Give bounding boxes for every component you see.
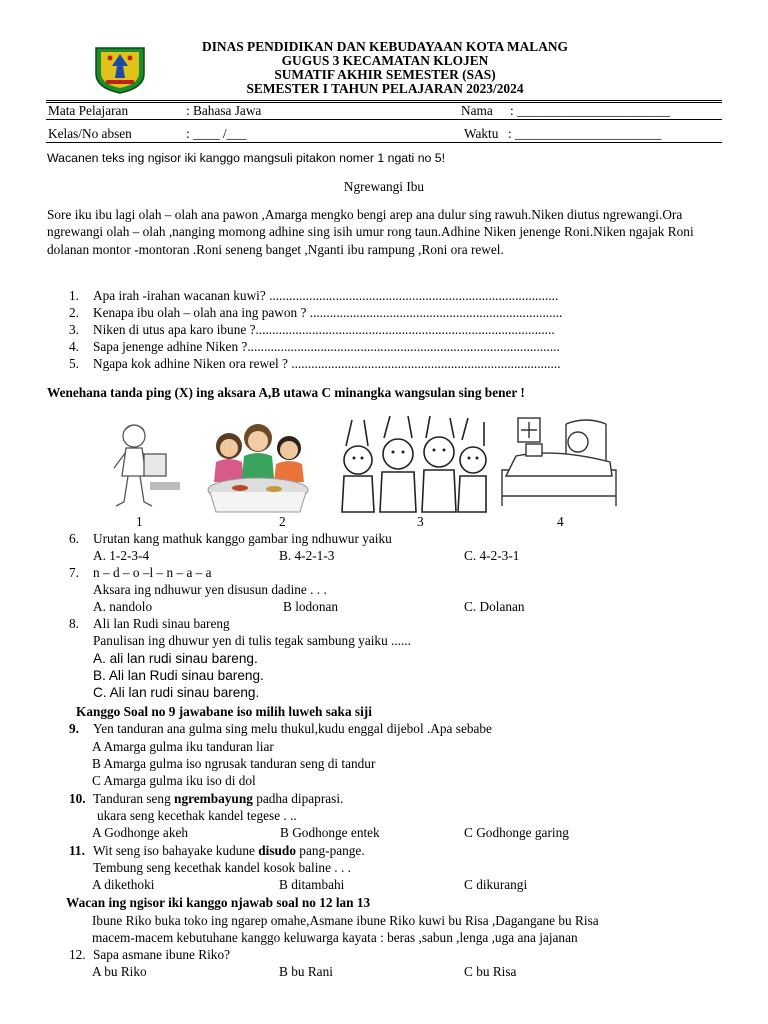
instruction-multiple-choice: Wenehana tanda ping (X) ing aksara A,B utawa C minangka wangsulan sing bener ! bbox=[47, 385, 525, 400]
name-field[interactable]: : _______________________ bbox=[510, 103, 670, 118]
q11-number: 11. bbox=[69, 843, 85, 858]
story-text: Sore iku ibu lagi olah – olah ana pawon ,Amarga mengko bengi arep ana dulur sing rawuh.Niken diutus ngrewangi.Ora ngrewangi olah – olah ,nanging momong adhine sing isih umur rong taun.Adhine Niken jenenge Roni.Niken ngajak Roni dolanan montor -montoran .Roni seneng banget ,Nganti ibu rampung ,Roni ora rewel. bbox=[47, 207, 694, 257]
q11-text-post: pang-pange. bbox=[295, 843, 365, 858]
sick-in-bed-icon bbox=[496, 414, 622, 506]
picture-number-1: 1 bbox=[136, 514, 143, 529]
q11-text bbox=[93, 843, 365, 859]
header-line-1: DINAS PENDIDIKAN DAN KEBUDAYAAN KOTA MALANG bbox=[202, 39, 568, 54]
header-divider-top bbox=[46, 100, 722, 101]
family-eating-icon bbox=[204, 416, 312, 514]
q10-option-a[interactable]: A Godhonge akeh bbox=[92, 825, 189, 840]
q8-text: Ali lan Rudi sinau bareng bbox=[93, 616, 230, 631]
story-title: Ngrewangi Ibu bbox=[343, 179, 425, 194]
essay-q5-text: Ngapa kok adhine Niken ora rewel ? ................................................................................. bbox=[93, 356, 561, 371]
q11-option-a[interactable]: A dikethoki bbox=[92, 877, 155, 892]
q12-option-a[interactable]: A bu Riko bbox=[92, 964, 147, 979]
header-line-3: SUMATIF AKHIR SEMESTER (SAS) bbox=[274, 67, 496, 82]
q8-option-b[interactable]: B. Ali lan Rudi sinau bareng. bbox=[93, 668, 264, 683]
q7-number: 7. bbox=[69, 565, 79, 580]
q12-option-c[interactable]: C bu Risa bbox=[464, 964, 517, 979]
subject-label: Mata Pelajaran bbox=[48, 103, 129, 118]
q6-option-b[interactable]: B. 4-2-1-3 bbox=[279, 548, 335, 563]
q10-option-b[interactable]: B Godhonge entek bbox=[280, 825, 380, 840]
q9-option-b[interactable]: B Amarga gulma iso ngrusak tanduran seng di tandur bbox=[92, 756, 376, 771]
malang-city-seal-logo bbox=[92, 44, 148, 94]
q8-number: 8. bbox=[69, 616, 79, 631]
q10-text-post: padha dipaprasi. bbox=[252, 791, 344, 806]
class-label: Kelas/No absen bbox=[48, 126, 132, 141]
essay-q4-number: 4. bbox=[69, 339, 79, 354]
q9-option-c[interactable]: C Amarga gulma iku iso di dol bbox=[92, 773, 256, 788]
essay-q1-text: Apa irah -irahan wacanan kuwi? ....................................................................................... bbox=[93, 288, 559, 303]
picture-number-3: 3 bbox=[417, 514, 424, 529]
essay-q5-number: 5. bbox=[69, 356, 79, 371]
q10-bold-word: ngrembayung bbox=[174, 791, 253, 806]
q7-option-b[interactable]: B lodonan bbox=[283, 599, 339, 614]
q11-text-pre: Wit seng iso bahayake kudune bbox=[93, 843, 259, 858]
header-line-2: GUGUS 3 KECAMATAN KLOJEN bbox=[281, 53, 489, 68]
name-label: Nama bbox=[461, 103, 493, 118]
essay-q3-number: 3. bbox=[69, 322, 79, 337]
class-field[interactable]: : ____ /___ bbox=[186, 126, 247, 141]
header-line-4: SEMESTER I TAHUN PELAJARAN 2023/2024 bbox=[246, 81, 524, 96]
essay-q3-text: Niken di utus apa karo ibune ?.......................................................................................... bbox=[93, 322, 555, 337]
girl-picture-icon bbox=[94, 418, 184, 512]
q9-number: 9. bbox=[69, 721, 79, 736]
time-label: Waktu bbox=[464, 126, 499, 141]
subject-value: : Bahasa Jawa bbox=[186, 103, 262, 118]
instruction-q12-13: Wacan ing ngisor iki kanggo njawab soal no 12 lan 13 bbox=[66, 895, 371, 910]
q7-option-a[interactable]: A. nandolo bbox=[93, 599, 153, 614]
instruction-reading-1: Wacanen teks ing ngisor iki kanggo mangsuli pitakon nomer 1 ngati no 5! bbox=[47, 151, 446, 165]
essay-q4-text: Sapa jenenge adhine Niken ?.............................................................................................. bbox=[93, 339, 560, 354]
info-divider bbox=[46, 119, 722, 120]
q7-text: n – d – o –l – n – a – a bbox=[93, 565, 212, 580]
q12-option-b[interactable]: B bu Rani bbox=[279, 964, 333, 979]
q8-option-a[interactable]: A. ali lan rudi sinau bareng. bbox=[93, 651, 258, 666]
essay-q2-number: 2. bbox=[69, 305, 79, 320]
q9-option-a[interactable]: A Amarga gulma iku tanduran liar bbox=[92, 739, 274, 754]
q12-number: 12. bbox=[69, 947, 86, 962]
q6-number: 6. bbox=[69, 531, 79, 546]
instruction-q9: Kanggo Soal no 9 jawabane iso milih luweh saka siji bbox=[76, 704, 372, 719]
q10-number: 10. bbox=[69, 791, 86, 806]
q7-text-2: Aksara ing ndhuwur yen disusun dadine . . . bbox=[93, 582, 327, 597]
q6-option-a[interactable]: A. 1-2-3-4 bbox=[93, 548, 150, 563]
children-cheering-icon bbox=[338, 416, 488, 514]
picture-number-2: 2 bbox=[279, 514, 286, 529]
picture-number-4: 4 bbox=[557, 514, 564, 529]
q10-option-c[interactable]: C Godhonge garing bbox=[464, 825, 569, 840]
q11-bold-word: disudo bbox=[258, 843, 296, 858]
q6-text: Urutan kang mathuk kanggo gambar ing ndhuwur yaiku bbox=[93, 531, 392, 546]
reading-2-line-1: Ibune Riko buka toko ing ngarep omahe,Asmane ibune Riko kuwi bu Risa ,Dagangane bu Risa bbox=[92, 913, 599, 928]
q8-option-c[interactable]: C. Ali lan rudi sinau bareng. bbox=[93, 685, 260, 700]
q11-option-b[interactable]: B ditambahi bbox=[279, 877, 345, 892]
reading-2-line-2: macem-macem kebutuhane kanggo keluwarga kayata : beras ,sabun ,lenga ,uga ana jajanan bbox=[92, 930, 578, 945]
q6-option-c[interactable]: C. 4-2-3-1 bbox=[464, 548, 520, 563]
time-field[interactable]: : ______________________ bbox=[508, 126, 662, 141]
q11-text-2: Tembung seng kecethak kandel kosok baline . . . bbox=[93, 860, 351, 875]
q12-text: Sapa asmane ibune Riko? bbox=[93, 947, 230, 962]
q10-text-pre: Tanduran seng bbox=[93, 791, 175, 806]
essay-q1-number: 1. bbox=[69, 288, 79, 303]
q9-text: Yen tanduran ana gulma sing melu thukul,kudu enggal dijebol .Apa sebabe bbox=[93, 721, 492, 736]
info-divider-2 bbox=[46, 142, 722, 143]
q8-text-2: Panulisan ing dhuwur yen di tulis tegak sambung yaiku ...... bbox=[93, 633, 411, 648]
q7-option-c[interactable]: C. Dolanan bbox=[464, 599, 525, 614]
q10-text bbox=[93, 791, 343, 807]
q11-option-c[interactable]: C dikurangi bbox=[464, 877, 528, 892]
q10-text-2: ukara seng kecethak kandel tegese . .. bbox=[97, 808, 297, 823]
essay-q2-text: Kenapa ibu olah – olah ana ing pawon ? ............................................................................ bbox=[93, 305, 563, 320]
